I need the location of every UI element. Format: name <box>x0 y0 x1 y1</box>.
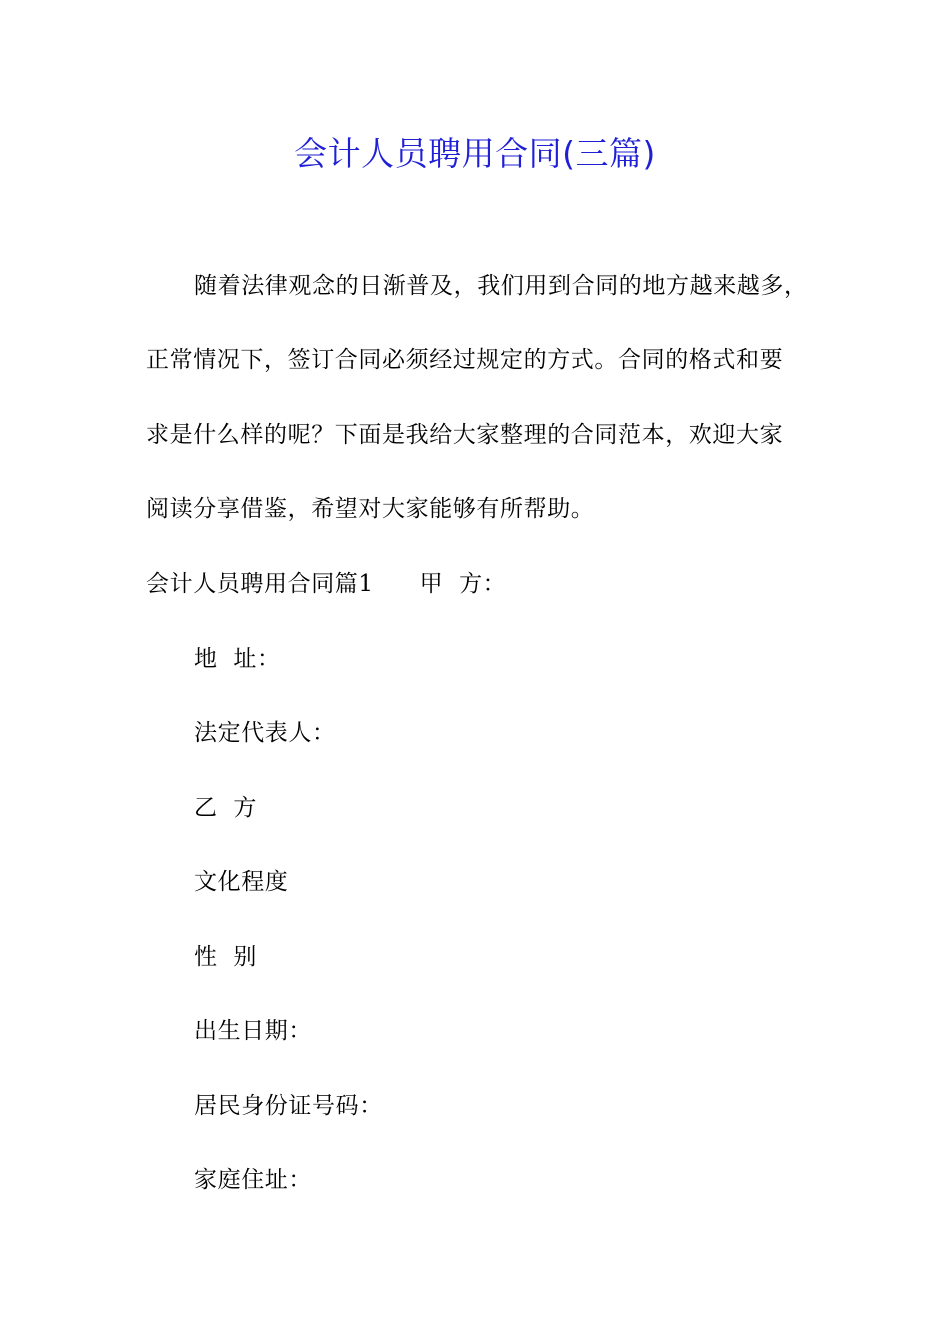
field-address: 地 址： <box>194 646 281 672</box>
intro-line-3: 求是什么样的呢？下面是我给大家整理的合同范本，欢迎大家 <box>146 422 784 448</box>
field-gender: 性 别 <box>194 944 258 970</box>
field-birth-date: 出生日期： <box>194 1018 312 1044</box>
intro-line-2: 正常情况下，签订合同必须经过规定的方式。合同的格式和要 <box>146 347 784 373</box>
section-heading: 会计人员聘用合同篇1 <box>146 571 374 597</box>
section-heading-row <box>146 568 506 600</box>
document-title: 会计人员聘用合同(三篇) <box>294 134 656 173</box>
party-a-label: 甲 方： <box>419 571 507 597</box>
intro-line-4: 阅读分享借鉴，希望对大家能够有所帮助。 <box>146 496 595 522</box>
field-party-b: 乙 方 <box>194 795 258 821</box>
field-education: 文化程度 <box>194 869 289 895</box>
field-id-number: 居民身份证号码： <box>194 1093 383 1119</box>
intro-line-1: 随着法律观念的日渐普及，我们用到合同的地方越来越多， <box>194 273 808 299</box>
field-legal-representative: 法定代表人： <box>194 720 336 746</box>
field-home-address: 家庭住址： <box>194 1167 312 1193</box>
